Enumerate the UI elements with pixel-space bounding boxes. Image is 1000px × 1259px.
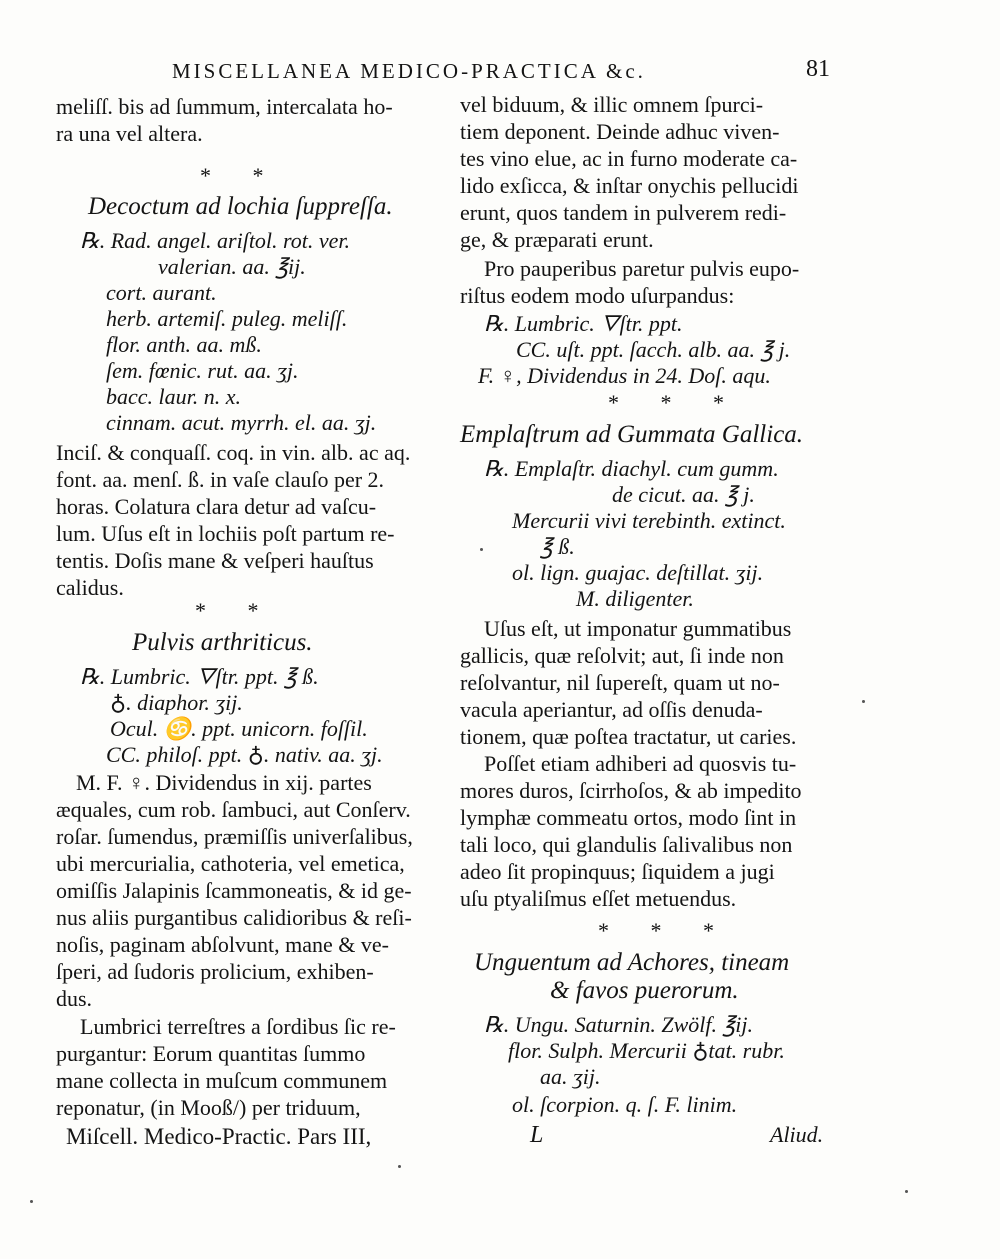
text-line: ra una vel altera. bbox=[56, 121, 203, 146]
section-stars: * * bbox=[195, 598, 277, 623]
scan-speck bbox=[480, 548, 483, 551]
text-line: gallicis, quæ reſolvit; aut, ſi inde non bbox=[460, 643, 784, 668]
text-line: horas. Colatura clara detur ad vaſcu- bbox=[56, 494, 377, 519]
text-line: tali loco, qui glandulis ſalivalibus non bbox=[460, 832, 793, 857]
recipe-line: M. diligenter. bbox=[576, 586, 694, 611]
recipe-line: ſem. fœnic. rut. aa. ʒj. bbox=[106, 358, 299, 383]
scan-speck bbox=[398, 1165, 401, 1168]
section-title: Pulvis arthriticus. bbox=[132, 629, 313, 656]
recipe-line: ol. lign. guajac. deſtillat. ʒij. bbox=[512, 560, 764, 585]
recipe-line: flor. Sulph. Mercurii ♁tat. rubr. bbox=[508, 1038, 785, 1063]
text-line: purgantur: Eorum quantitas ſummo bbox=[56, 1041, 366, 1066]
text-line: vel biduum, & illic omnem ſpurci- bbox=[460, 92, 764, 117]
recipe-line: ℞. Ungu. Saturnin. Zwölf. ℥ij. bbox=[484, 1012, 753, 1037]
recipe-line: CC. uſt. ppt. ſacch. alb. aa. ℥ j. bbox=[516, 337, 791, 362]
text-line: calidus. bbox=[56, 575, 124, 600]
text-line: Poſſet etiam adhiberi ad quosvis tu- bbox=[484, 751, 797, 776]
recipe-line: bacc. laur. n. x. bbox=[106, 384, 242, 409]
running-title: MISCELLANEA MEDICO-PRACTICA &c. bbox=[172, 59, 646, 83]
text-line: Lumbrici terreſtres a ſordibus ſic re- bbox=[80, 1014, 396, 1039]
section-stars: * * bbox=[200, 163, 282, 188]
recipe-line: Ocul. ♋. ppt. unicorn. foſſil. bbox=[110, 716, 368, 741]
recipe-line: F. ♀, Dividendus in 24. Doſ. aqu. bbox=[478, 363, 771, 388]
scan-speck bbox=[862, 700, 865, 703]
text-line: vacula aperiantur, ad oſſis denuda- bbox=[460, 697, 763, 722]
recipe-line: de cicut. aa. ℥ j. bbox=[612, 482, 755, 507]
section-title: Unguentum ad Achores, tineam bbox=[474, 949, 790, 976]
text-line: ge, & præparati erunt. bbox=[460, 227, 654, 252]
section-title: Decoctum ad lochia ſuppreſſa. bbox=[88, 193, 393, 220]
text-line: adeo ſit propinquus; ſiquidem a jugi bbox=[460, 859, 775, 884]
text-line: M. F. ♀. Dividendus in xij. partes bbox=[76, 770, 372, 795]
text-line: uſu ptyaliſmus eſſet metuendus. bbox=[460, 886, 737, 911]
recipe-line: valerian. aa. ℥ij. bbox=[158, 254, 306, 279]
text-line: tionem, quæ poſtea tractatur, ut caries. bbox=[460, 724, 797, 749]
text-line: reſolvantur, nil ſupereſt, quam ut no- bbox=[460, 670, 780, 695]
recipe-line: aa. ʒij. bbox=[540, 1064, 601, 1089]
text-line: erunt, quos tandem in pulverem redi- bbox=[460, 200, 787, 225]
text-line: riſtus eodem modo uſurpandus: bbox=[460, 283, 735, 308]
scan-speck bbox=[905, 1190, 908, 1193]
text-line: omiſſis Jalapinis ſcammoneatis, & id ge- bbox=[56, 878, 412, 903]
recipe-line: Mercurii vivi terebinth. extinct. bbox=[512, 508, 786, 533]
section-title: & favos puerorum. bbox=[550, 977, 739, 1004]
recipe-line: ℞. Lumbric. 🜄ſtr. ppt. ℥ ß. bbox=[80, 664, 319, 689]
text-line: meliſſ. bis ad ſummum, intercalata ho- bbox=[56, 94, 393, 119]
text-line: roſar. ſumendus, præmiſſis univerſalibus, bbox=[56, 824, 413, 849]
text-line: reponatur, (in Mooß/) per triduum, bbox=[56, 1095, 361, 1120]
recipe-line: herb. artemiſ. puleg. meliſſ. bbox=[106, 306, 348, 331]
recipe-line: ol. ſcorpion. q. ſ. F. linim. bbox=[512, 1092, 738, 1117]
recipe-line: ♁. diaphor. ʒij. bbox=[110, 690, 243, 715]
text-line: ſperi, ad ſudoris prolicium, exhiben- bbox=[56, 959, 374, 984]
section-title: Emplaſtrum ad Gummata Gallica. bbox=[460, 421, 804, 448]
section-stars: * * * bbox=[608, 390, 742, 415]
text-line: lymphæ commeatu ortos, modo ſint in bbox=[460, 805, 797, 830]
text-line: Uſus eſt, ut imponatur gummatibus bbox=[484, 616, 792, 641]
text-line: tentis. Doſis mane & veſperi hauſtus bbox=[56, 548, 374, 573]
text-line: font. aa. menſ. ß. in vaſe clauſo per 2. bbox=[56, 467, 385, 492]
text-line: dus. bbox=[56, 986, 93, 1011]
text-line: ubi mercurialia, cathoteria, vel emetica, bbox=[56, 851, 405, 876]
text-line: Inciſ. & conquaſſ. coq. in vin. alb. ac aq. bbox=[56, 440, 411, 465]
text-line: Pro pauperibus paretur pulvis eupo- bbox=[484, 256, 800, 281]
text-line: mores duros, ſcirrhoſos, & ab impedito bbox=[460, 778, 802, 803]
text-line: nus aliis purgantibus calidioribus & reſi- bbox=[56, 905, 412, 930]
recipe-line: CC. philoſ. ppt. ♁. nativ. aa. ʒj. bbox=[106, 742, 383, 767]
recipe-line: ℞. Emplaſtr. diachyl. cum gumm. bbox=[484, 456, 779, 481]
text-line: noſis, paginam abſolvunt, mane & ve- bbox=[56, 932, 389, 957]
catchword: Aliud. bbox=[770, 1122, 824, 1147]
signature-mark: L bbox=[530, 1122, 544, 1148]
text-line: æquales, cum rob. ſambuci, aut Conſerv. bbox=[56, 797, 411, 822]
recipe-line: cinnam. acut. myrrh. el. aa. ʒj. bbox=[106, 410, 377, 435]
text-line: lum. Uſus eſt in lochiis poſt partum re- bbox=[56, 521, 395, 546]
section-stars: * * * bbox=[598, 918, 732, 943]
recipe-line: cort. aurant. bbox=[106, 280, 217, 305]
recipe-line: ℞. Rad. angel. ariſtol. rot. ver. bbox=[80, 228, 351, 253]
page-number: 81 bbox=[806, 56, 830, 82]
text-line: tes vino elue, ac in furno moderate ca- bbox=[460, 146, 798, 171]
text-line: tiem deponent. Deinde adhuc viven- bbox=[460, 119, 780, 144]
text-line: mane collecta in muſcum communem bbox=[56, 1068, 388, 1093]
recipe-line: flor. anth. aa. mß. bbox=[106, 332, 262, 357]
recipe-line: ℞. Lumbric. 🜄ſtr. ppt. bbox=[484, 311, 683, 336]
scan-speck bbox=[30, 1200, 33, 1203]
footer-title: Miſcell. Medico-Practic. Pars III, bbox=[66, 1124, 372, 1149]
recipe-line: ℥ ß. bbox=[540, 534, 575, 559]
text-line: lido exſicca, & inſtar onychis pellucidi bbox=[460, 173, 799, 198]
